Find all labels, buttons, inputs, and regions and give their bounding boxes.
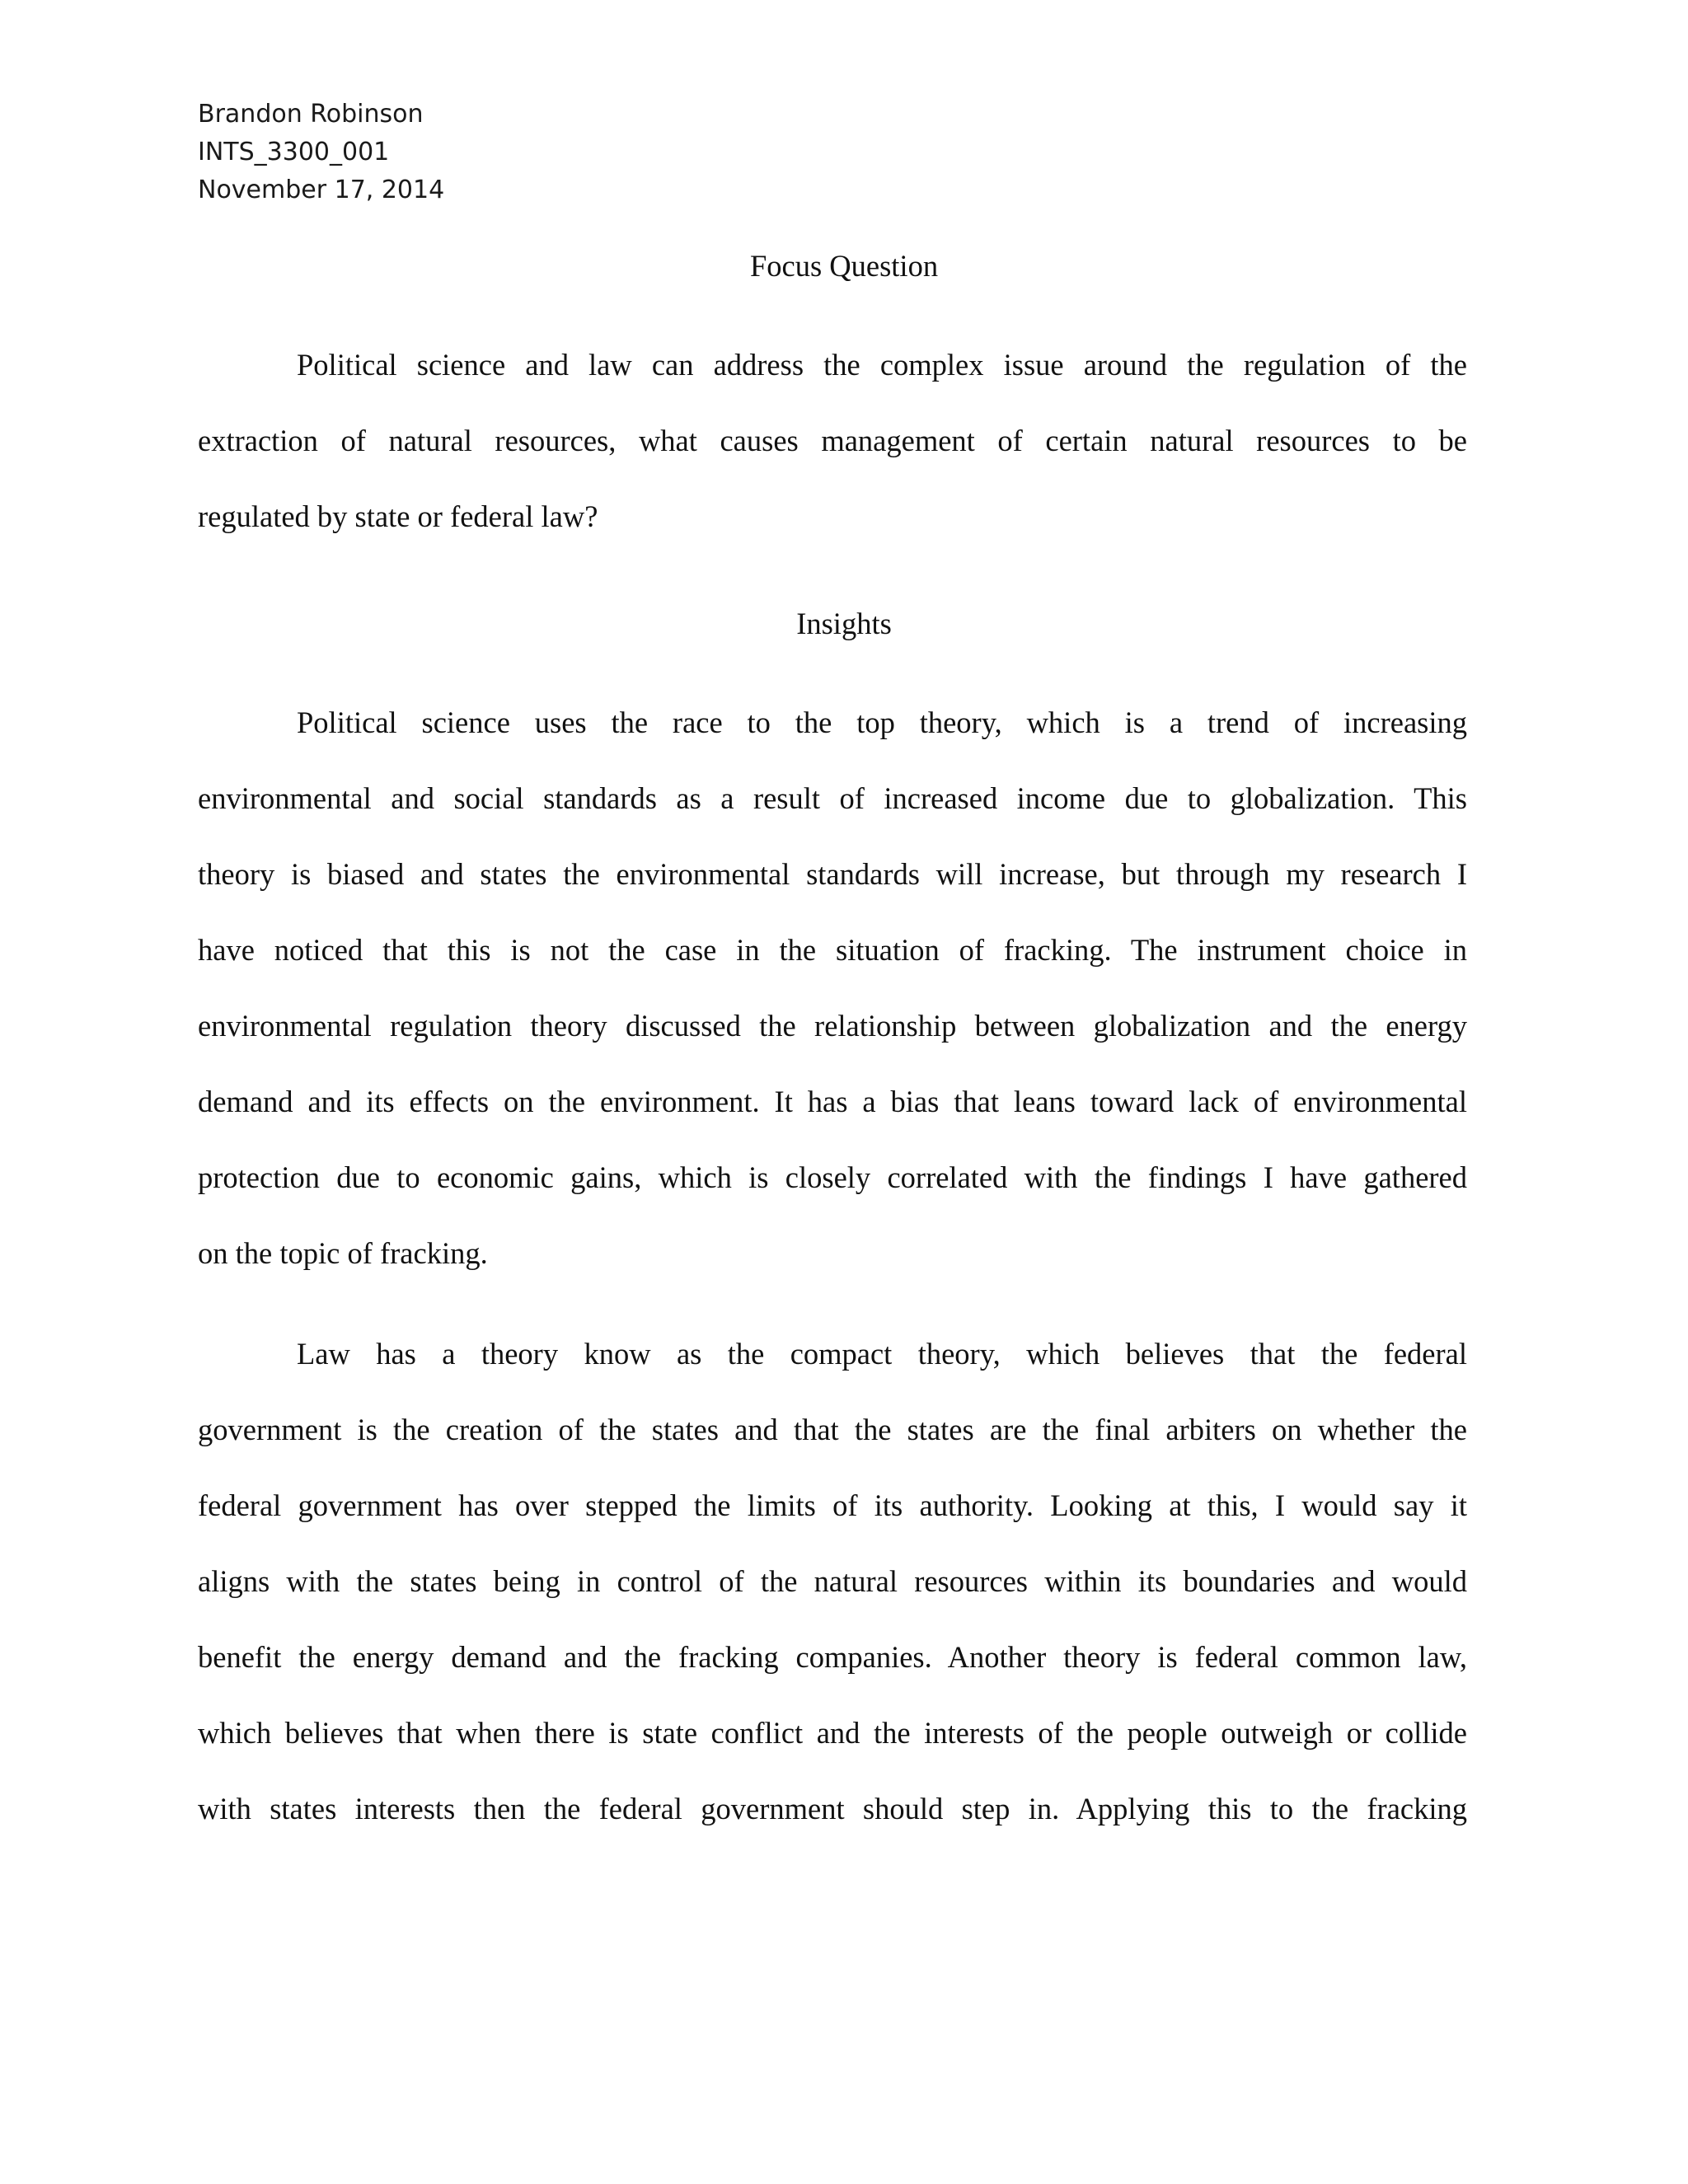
- insights-p2-line-3: federal government has over stepped the limits of its authority. Looking at this, I would say it: [198, 1488, 1467, 1522]
- insights-p1-line-2: environmental and social standards as a result of increased income due to globalization. This: [198, 781, 1467, 815]
- focus-question-line-2: extraction of natural resources, what causes management of certain natural resources to be: [198, 424, 1467, 457]
- insights-p1-line-5: environmental regulation theory discussed the relationship between globalization and the energy: [198, 1009, 1467, 1043]
- insights-p1-line-1: Political science uses the race to the top theory, which is a trend of increasing: [297, 705, 1467, 739]
- insights-p1-line-6: demand and its effects on the environment. It has a bias that leans toward lack of environmental: [198, 1085, 1467, 1118]
- insights-p2-line-6: which believes that when there is state conflict and the interests of the people outweigh or collide: [198, 1716, 1467, 1750]
- insights-p2-line-2: government is the creation of the states and that the states are the final arbiters on whether the: [198, 1413, 1467, 1446]
- author-name: Brandon Robinson: [198, 100, 424, 129]
- header-block: [198, 96, 444, 209]
- focus-question-line-1: Political science and law can address the complex issue around the regulation of the: [297, 348, 1467, 382]
- document-date: November 17, 2014: [198, 176, 445, 204]
- insights-p1-line-8: on the topic of fracking.: [198, 1236, 488, 1270]
- focus-question-line-3: regulated by state or federal law?: [198, 499, 598, 533]
- insights-p2-line-4: aligns with the states being in control of the natural resources within its boundaries and would: [198, 1564, 1467, 1598]
- insights-p2-line-5: benefit the energy demand and the fracking companies. Another theory is federal common law,: [198, 1640, 1467, 1674]
- course-code: INTS_3300_001: [198, 138, 390, 166]
- insights-p1-line-7: protection due to economic gains, which is closely correlated with the findings I have gathered: [198, 1160, 1467, 1194]
- insights-p2-line-7: with states interests then the federal government should step in. Applying this to the fracking: [198, 1792, 1467, 1825]
- insights-p2-line-1: Law has a theory know as the compact theory, which believes that the federal: [297, 1337, 1467, 1371]
- insights-p1-line-4: have noticed that this is not the case in the situation of fracking. The instrument choice in: [198, 933, 1467, 967]
- insights-heading: Insights: [796, 607, 892, 640]
- insights-p1-line-3: theory is biased and states the environmental standards will increase, but through my research I: [198, 857, 1467, 891]
- focus-question-heading: Focus Question: [749, 249, 939, 283]
